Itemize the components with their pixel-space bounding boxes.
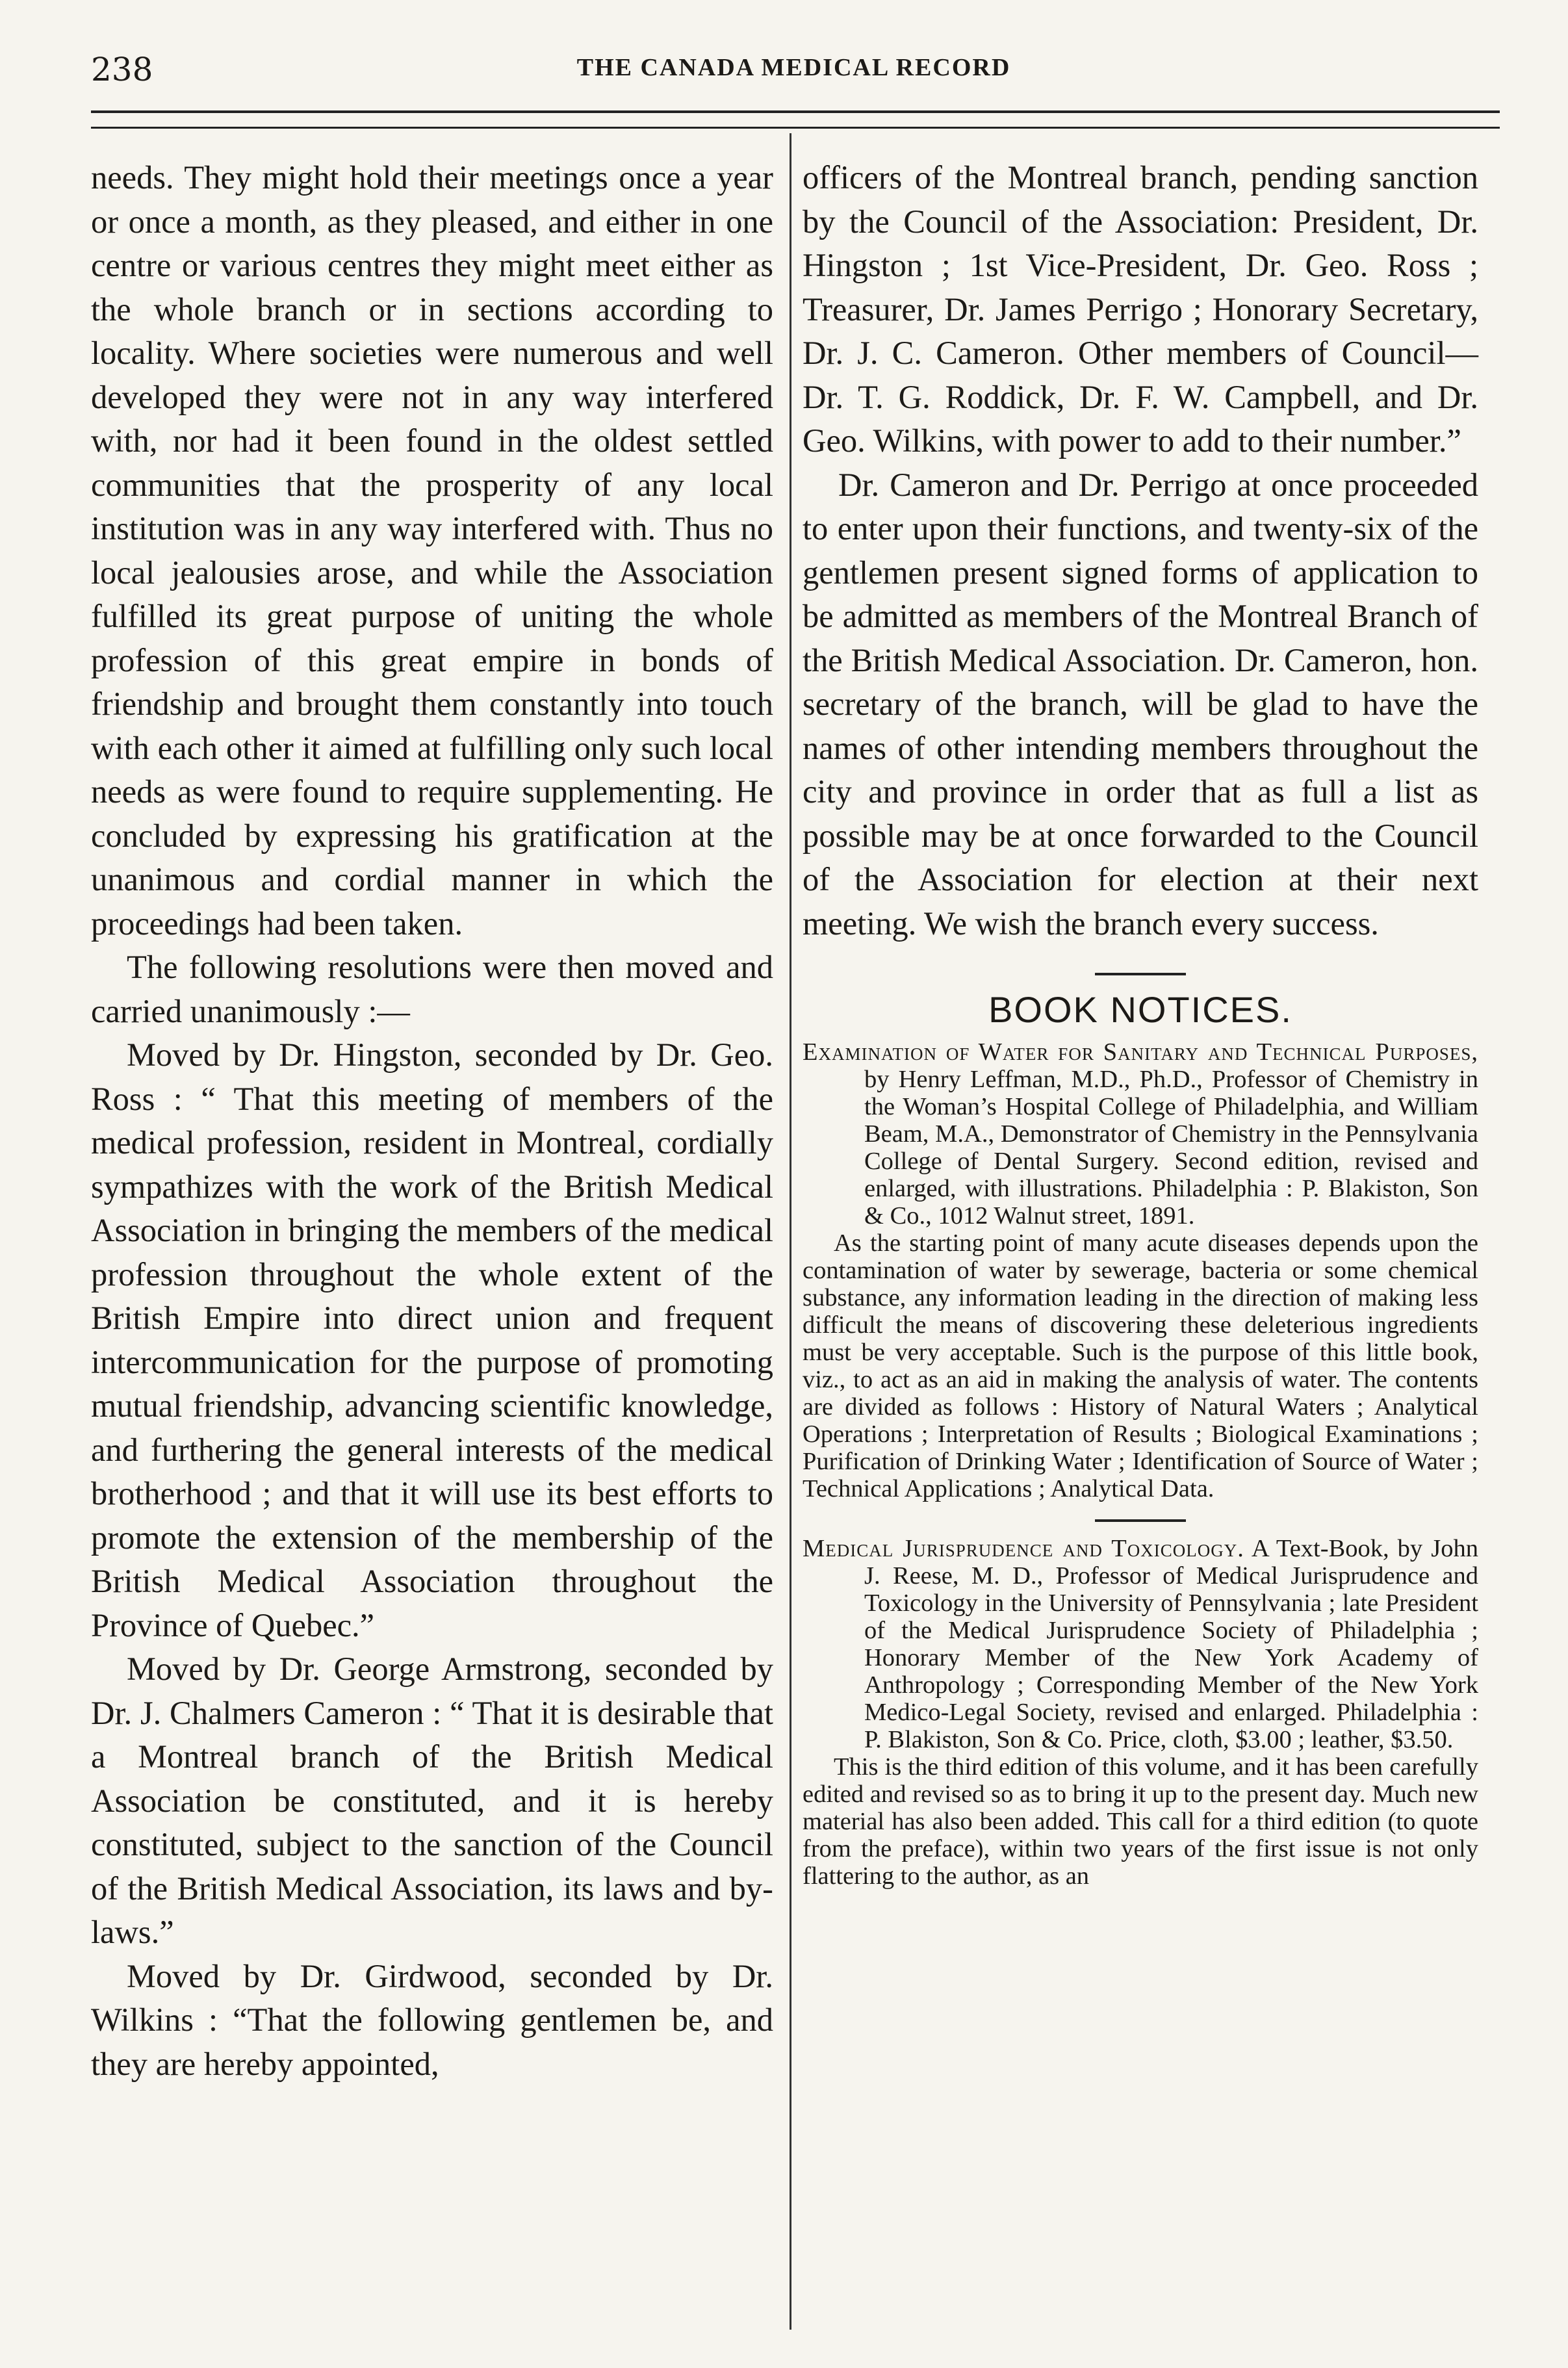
paragraph: needs. They might hold their meetings once a year or once a month, as they pleased, and either in one centre or various centres they might meet either as the whole branch or in sections according to locality. Where societies were numerous and well developed they were not in any way interfered with, nor had it been found in the oldest settled communities that the prosperity of any local institution was in any way interfered with. Thus no local jealousies arose, and while the Association fulfilled its great purpose of uniting the whole profession of this great empire in bonds of friendship and brought them constantly into touch with each other it aimed at fulfilling only such local needs as were found to require supplementing. He concluded by expressing his gratification at the unanimous and cordial manner in which the proceedings had been taken. [91,159,773,942]
page-header [91,51,1497,96]
paragraph: officers of the Montreal branch, pending sanction by the Council of the Association: President, Dr. Hingston ; 1st Vice-President, Dr. Geo. Ross ; Treasurer, Dr. James Perrigo ; Honorary Secretary, Dr. J. C. Cameron. Other members of Council—Dr. T. G. Roddick, Dr. F. W. Campbell, and Dr. Geo. Wilkins, with power to add to their number.” [803,159,1478,459]
book-notice [803,1535,1478,1890]
page-number: 238 [91,51,153,88]
book-notice [803,1038,1478,1502]
paragraph: Moved by Dr. George Armstrong, seconded by Dr. J. Chalmers Cameron : “ That it is desirable that a Montreal branch of the British Medical Association be constituted, and it is hereby constituted, subject to the sanction of the Council of the British Medical Association, its laws and by-laws.” [91,1651,773,1950]
book-details: by Henry Leffman, M.D., Ph.D., Professor of Chemistry in the Woman’s Hospital College of Philadelphia, and William Beam, M.A., Demonstrator of Chemistry in the Pennsylvania College of Dental Surgery. Second edition, revised and enlarged, with illustrations. Philadelphia : P. Blakiston, Son & Co., 1012 Walnut street, 1891. [864,1066,1478,1229]
book-details: A Text-Book, by John J. Reese, M. D., Professor of Medical Jurisprudence and Toxicology in the University of Pennsylvania ; late President of the Medical Jurisprudence Society of Philadelphia ; Honorary Member of the New York Academy of Anthropology ; Corresponding Member of the New York Medico-Legal Society, revised and enlarged. Philadelphia : P. Blakiston, Son & Co. Price, cloth, $3.00 ; leather, $3.50. [864,1535,1478,1753]
header-rule-bottom [91,127,1500,129]
running-title: THE CANADA MEDICAL RECORD [576,54,1011,81]
header-rule-top [91,110,1500,113]
book-citation [803,1038,1478,1229]
book-review: This is the third edition of this volume, and it has been carefully edited and revised so as to bring it up to the present day. Much new material has also been added. This call for a third edition (to quote from the preface), within two years of the first issue is not only flattering to the author, as an [803,1753,1478,1890]
paragraph: Dr. Cameron and Dr. Perrigo at once proceeded to enter upon their functions, and twenty-six of the gentlemen present signed forms of application to be admitted as members of the Montreal Branch of the British Medical Association. Dr. Cameron, hon. secretary of the branch, will be glad to have the names of other intending members throughout the city and province in order that as full a list as possible may be at once forwarded to the Council of the Association for election at their next meeting. We wish the branch every success. [803,466,1478,942]
paragraph: The following resolutions were then moved and carried unanimously :— [91,949,773,1029]
book-title: Medical Jurisprudence and Toxicology. [803,1535,1244,1562]
notice-separator [1095,1519,1186,1522]
paragraph: Moved by Dr. Hingston, seconded by Dr. Geo. Ross : “ That this meeting of members of the medical profession, resident in Montreal, cordially sympathizes with the work of the British Medical Association in bringing the members of the medical profession throughout the whole extent of the British Empire into direct union and frequent intercommunication for the purpose of promoting mutual friendship, advancing scientific knowledge, and furthering the general interests of the medical brotherhood ; and that it will use its best efforts to promote the extension of the membership of the British Medical Association throughout the Province of Quebec.” [91,1036,773,1643]
column-divider [790,133,791,2330]
right-column [803,156,1478,1890]
paragraph: Moved by Dr. Girdwood, seconded by Dr. Wilkins : “That the following gentlemen be, and they are hereby appointed, [91,1957,773,2082]
left-column [91,156,773,2086]
book-notices-heading: BOOK NOTICES. [988,989,1292,1030]
right-column-body [803,156,1478,946]
book-review: As the starting point of many acute diseases depends upon the contamination of water by sewerage, bacteria or some chemical substance, any information leading in the direction of making less difficult the means of discovering these deleterious ingredients must be very acceptable. Such is the purpose of this little book, viz., to act as an aid in making the analysis of water. The contents are divided as follows : History of Natural Waters ; Analytical Operations ; Interpretation of Results ; Biological Examinations ; Purification of Drinking Water ; Identification of Source of Water ; Technical Applications ; Analytical Data. [803,1229,1478,1502]
book-title: Examination of Water for Sanitary and Technical Purposes, [803,1038,1478,1066]
book-citation [803,1535,1478,1753]
section-rule [1095,973,1186,975]
